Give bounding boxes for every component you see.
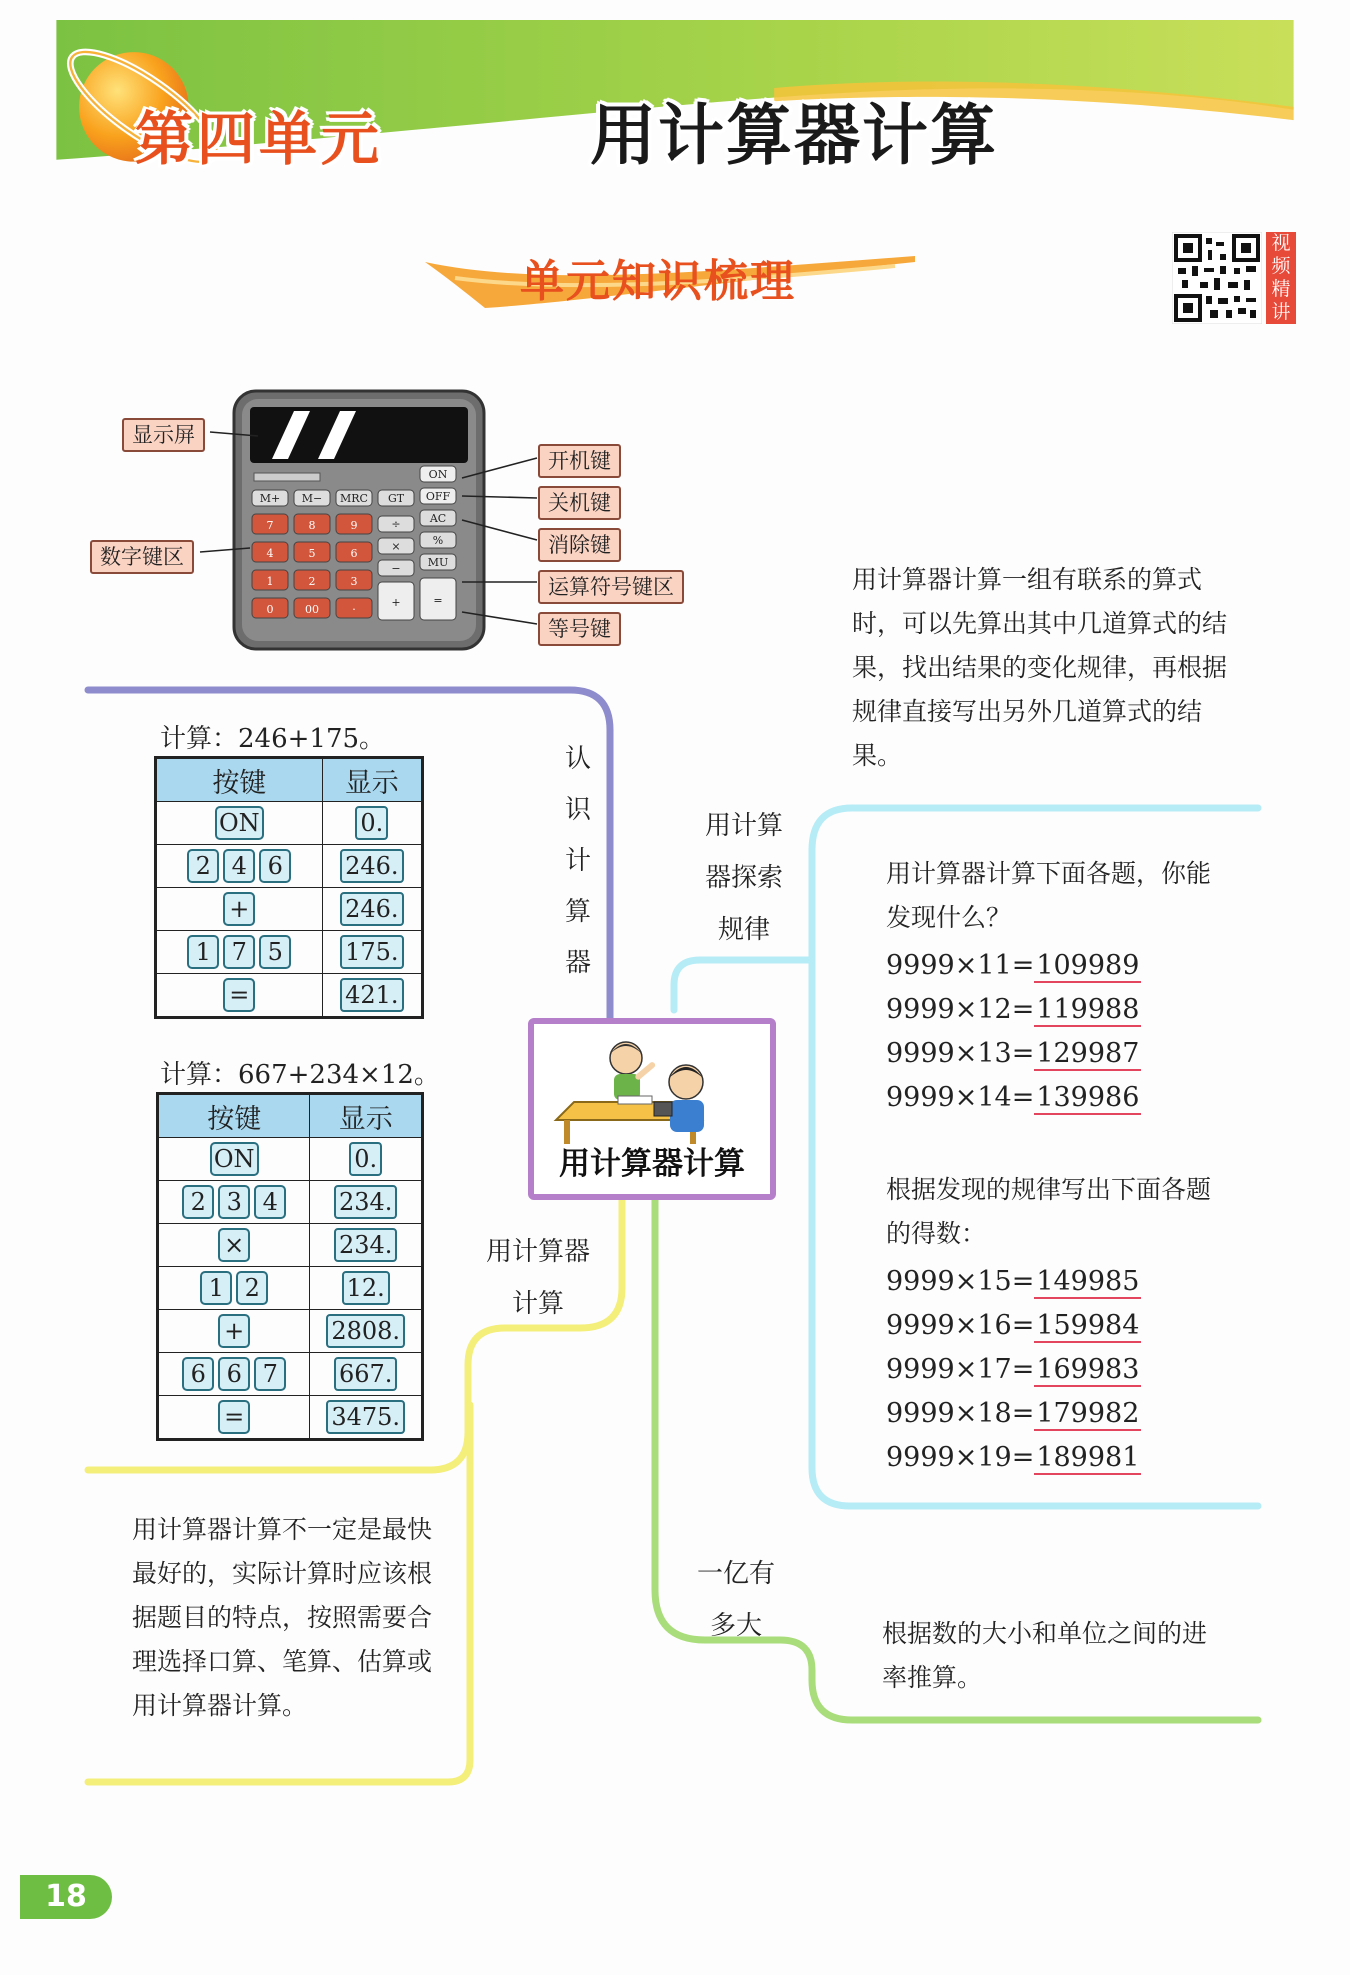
video-label[interactable]: 视频精讲 [1266, 232, 1296, 324]
svg-text:MU: MU [427, 556, 449, 569]
example1-header-keys: 按键 [156, 758, 323, 802]
svg-text:MRC: MRC [340, 492, 368, 505]
svg-text:×: × [391, 540, 401, 553]
example2-header-keys: 按键 [158, 1094, 310, 1138]
example2-table [156, 1092, 424, 1441]
branch-recognize [563, 734, 593, 1004]
eq-row: 9999×14=139986 [886, 1082, 1140, 1113]
svg-text:9: 9 [350, 519, 358, 532]
table-row: 1 2 12. [158, 1267, 423, 1310]
svg-text:·: · [352, 603, 356, 616]
eq-row: 9999×15=149985 [886, 1266, 1140, 1297]
eq-row: 9999×16=159984 [886, 1310, 1140, 1341]
branch-recognize-text: 认识计算器 [564, 744, 591, 978]
svg-text:ON: ON [428, 468, 448, 481]
svg-text:2: 2 [308, 575, 316, 588]
svg-text:+: + [391, 596, 401, 609]
svg-text:M−: M− [301, 492, 323, 505]
eq-row: 9999×11=109989 [886, 950, 1140, 981]
page-title: 用计算器计算 [590, 97, 998, 174]
svg-text:=: = [433, 594, 443, 607]
callout-numpad: 数字键区 [90, 540, 194, 574]
central-node-label: 用计算器计算 [559, 1146, 745, 1182]
callout-on-key: 开机键 [538, 444, 621, 478]
billion-note: 根据数的大小和单位之间的进率推算。 [882, 1619, 1208, 1692]
eq-row: 9999×13=129987 [886, 1038, 1140, 1069]
callout-equals-key: 等号键 [538, 612, 621, 646]
example1-title: 计算：246+175。 [160, 724, 386, 754]
students-illustration [534, 1024, 770, 1144]
svg-text:3: 3 [350, 575, 358, 588]
eq-row: 9999×18=179982 [886, 1398, 1140, 1429]
table-row: + 246. [156, 888, 423, 931]
table-row: 6 6 7 667. [158, 1353, 423, 1396]
svg-text:00: 00 [305, 603, 319, 616]
svg-text:1: 1 [266, 575, 274, 588]
example1-header-display: 显示 [322, 758, 422, 802]
svg-text:4: 4 [266, 547, 274, 560]
calc-note: 用计算器计算不一定是最快最好的，实际计算时应该根据题目的特点，按照需要合理选择口算、笔算、估算或用计算器计算。 [132, 1515, 433, 1720]
callout-off-key: 关机键 [538, 486, 621, 520]
branch-calculate: 用计算器计算 [485, 1237, 590, 1319]
svg-text:0: 0 [266, 603, 274, 616]
svg-text:%: % [432, 534, 444, 547]
callout-display: 显示屏 [122, 418, 205, 452]
example2-title: 计算：667+234×12。 [160, 1060, 440, 1090]
callout-operator-keys: 运算符号键区 [538, 570, 684, 604]
svg-text:OFF: OFF [425, 490, 451, 503]
section-title: 单元知识梳理 [520, 256, 796, 307]
example1-table [154, 756, 424, 1019]
table-row: 2 4 6 246. [156, 845, 423, 888]
svg-text:AC: AC [429, 512, 447, 525]
eq-row: 9999×12=119988 [886, 994, 1140, 1025]
explore-question-2: 根据发现的规律写出下面各题的得数： [886, 1175, 1212, 1248]
callout-clear-key: 消除键 [538, 528, 621, 562]
svg-text:÷: ÷ [391, 518, 401, 531]
eq-row: 9999×19=189981 [886, 1442, 1140, 1473]
table-row: = 421. [156, 974, 423, 1018]
example2-header-display: 显示 [310, 1094, 423, 1138]
svg-text:GT: GT [387, 492, 405, 505]
page-number: 18 [20, 1875, 112, 1919]
table-row: 2 3 4 234. [158, 1181, 423, 1224]
svg-text:7: 7 [266, 519, 274, 532]
table-row: 1 7 5 175. [156, 931, 423, 974]
svg-text:M+: M+ [259, 492, 281, 505]
table-row: = 3475. [158, 1396, 423, 1440]
svg-text:8: 8 [308, 519, 316, 532]
table-row: ON 0. [156, 802, 423, 845]
svg-text:6: 6 [350, 547, 358, 560]
eq-row: 9999×17=169983 [886, 1354, 1140, 1385]
explore-note: 用计算器计算一组有联系的算式时，可以先算出其中几道算式的结果，找出结果的变化规律，再根据规律直接写出另外几道算式的结果。 [852, 565, 1228, 770]
svg-text:−: − [391, 562, 401, 575]
explore-question-1: 用计算器计算下面各题，你能发现什么？ [886, 859, 1212, 932]
table-row: + 2808. [158, 1310, 423, 1353]
svg-text:5: 5 [308, 547, 316, 560]
branch-billion: 一亿有多大 [696, 1559, 775, 1641]
branch-explore: 用计算器探索规律 [704, 811, 783, 945]
table-row: ON 0. [158, 1138, 423, 1181]
table-row: × 234. [158, 1224, 423, 1267]
unit-label: 第四单元 [135, 105, 384, 173]
